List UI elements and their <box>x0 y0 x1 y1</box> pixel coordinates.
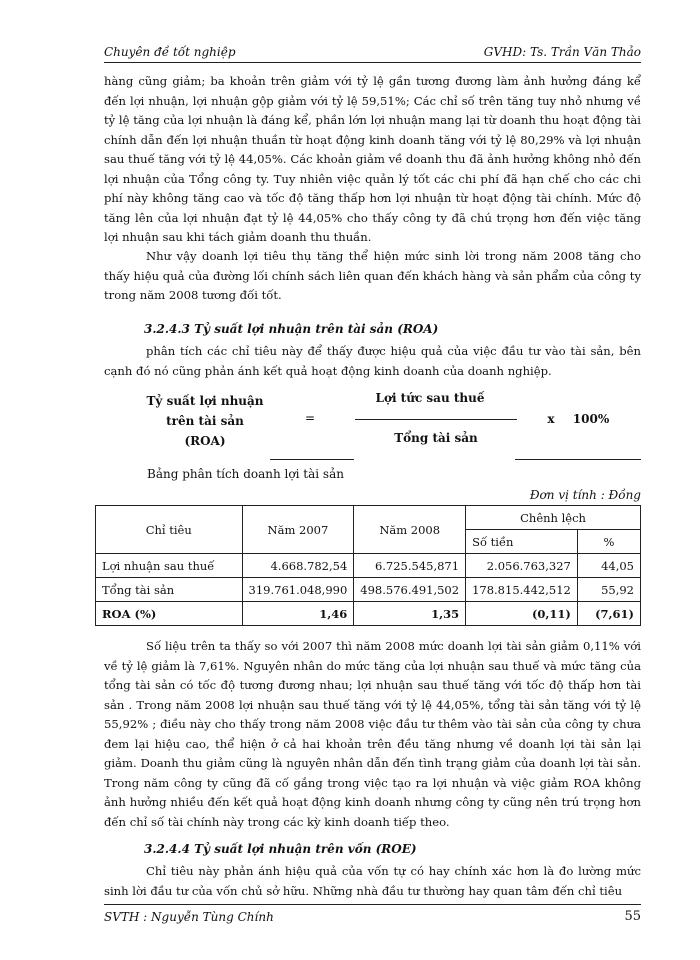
cell-2008: 1,35 <box>354 602 466 626</box>
page-footer <box>104 904 641 927</box>
header-difference: Chênh lệch <box>466 506 641 530</box>
cell-percent: 55,92 <box>577 578 640 602</box>
cell-percent: (7,61) <box>577 602 640 626</box>
roa-table <box>95 505 641 626</box>
cell-label: ROA (%) <box>96 602 243 626</box>
paragraph-sales-return: Như vậy doanh lợi tiêu thụ tăng thể hiện mức sinh lời trong năm 2008 tăng cho thấy hiệu quả của đường lối chính sách liên quan đến khách hàng và sản phẩm của công ty trong năm 2008 tương đối tốt. <box>104 249 641 302</box>
cell-amount: (0,11) <box>466 602 578 626</box>
formula-lhs-line3: (ROA) <box>184 434 226 448</box>
cell-amount: 178.815.442,512 <box>466 578 578 602</box>
page-number: 55 <box>624 909 641 924</box>
table-caption: Bảng phân tích doanh lợi tài sản <box>147 467 344 481</box>
cell-label: Lợi nhuận sau thuế <box>96 554 243 578</box>
formula-denominator: Tổng tài sản <box>394 431 478 445</box>
fraction-bar <box>355 419 517 420</box>
formula-underline-left <box>270 459 354 460</box>
table-row <box>96 602 641 626</box>
paragraph-roe-intro: Chỉ tiêu này phản ánh hiệu quả của vốn tự có hay chính xác hơn là đo lường mức sinh lời đầu tư của vốn chủ sở hữu. Những nhà đầu tư thường hay quan tâm đến chỉ tiêu <box>104 864 641 898</box>
cell-label: Tổng tài sản <box>96 578 243 602</box>
footer-student: SVTH : Nguyễn Tùng Chính <box>104 910 274 924</box>
cell-2007: 4.668.782,54 <box>242 554 354 578</box>
header-title: Chuyên đề tốt nghiệp <box>104 45 236 59</box>
formula-underline-right <box>515 459 641 460</box>
table-row <box>96 554 641 578</box>
table-header-row <box>96 506 641 530</box>
cell-percent: 44,05 <box>577 554 640 578</box>
cell-2008: 498.576.491,502 <box>354 578 466 602</box>
cell-2008: 6.725.545,871 <box>354 554 466 578</box>
formula-percent: 100% <box>572 412 610 426</box>
paragraph-profit-analysis: hàng cũng giảm; ba khoản trên giảm với tỷ lệ gần tương đương làm ảnh hưởng đáng kể đến lợi nhuận, lợi nhuận gộp giảm với tỷ lệ 59,51%; Các chỉ số trên tăng tuy nhỏ nhưng về tỷ lệ tăng của lợi nhuận là đáng kể, phần lớn lợi nhuận mang lại từ doanh thu hoạt động tài chính dẫn đến lợi nhuận thuần từ hoạt động kinh doanh tăng với tỷ lệ 80,29% và lợi nhuận sau thuế tăng với tỷ lệ 44,05%. Các khoản giảm về doanh thu đã ảnh hưởng không nhỏ đến lợi nhuận của Tổng công ty. Tuy nhiên việc quản lý tốt các chi phí đã hạn chế cho các chi phí này không tăng cao và tốc độ tăng thấp hơn lợi nhuận từ hoạt động tài chính. Mức độ tăng lên của lợi nhuận đạt tỷ lệ 44,05% cho thấy công ty đã chú trọng hơn đến việc tăng lợi nhuận sau khi tách giảm doanh thu thuần. <box>104 74 641 244</box>
cell-amount: 2.056.763,327 <box>466 554 578 578</box>
section-heading-roa: 3.2.4.3 Tỷ suất lợi nhuận trên tài sản (ROA) <box>144 322 439 336</box>
unit-note: Đơn vị tính : Đồng <box>529 488 641 502</box>
cell-2007: 319.761.048,990 <box>242 578 354 602</box>
formula-multiply: x <box>547 412 555 426</box>
header-2007: Năm 2007 <box>242 506 354 554</box>
page-header <box>104 42 641 63</box>
formula-lhs <box>130 391 280 451</box>
formula-numerator: Lợi tức sau thuế <box>375 391 485 405</box>
header-amount: Số tiền <box>466 530 578 554</box>
header-indicator: Chỉ tiêu <box>96 506 243 554</box>
cell-2007: 1,46 <box>242 602 354 626</box>
header-percent: % <box>577 530 640 554</box>
section-heading-roe: 3.2.4.4 Tỷ suất lợi nhuận trên vốn (ROE) <box>144 842 417 856</box>
formula-lhs-line2: trên tài sản <box>166 414 244 428</box>
paragraph-roa-analysis: Số liệu trên ta thấy so với 2007 thì năm 2008 mức doanh lợi tài sản giảm 0,11% với về tỷ lệ giảm là 7,61%. Nguyên nhân do mức tăng của lợi nhuận sau thuế và mức tăng của tổng tài sản có tốc độ tương đương nhau; lợi nhuận sau thuế tăng với tốc độ thấp hơn tài sản . Trong năm 2008 lợi nhuận sau thuế tăng với tỷ lệ 44,05%, tổng tài sản tăng với tỷ lệ 55,92% ; điều này cho thấy trong năm 2008 việc đầu tư thêm vào tài sản của công ty chưa đem lại hiệu cao, thể hiện ở cả hai khoản trên đều tăng nhưng về doanh lợi tài sản lại giảm. Doanh thu giảm cũng là nguyên nhân dẫn đến tình trạng giảm của doanh lợi tài sản. Trong năm công ty cũng đã cố gắng trong việc tạo ra lợi nhuận và việc giảm ROA không ảnh hưởng nhiều đến kết quả hoạt động kinh doanh nhưng công ty cũng nên trú trọng hơn đến chỉ số tài chính này trong các kỳ kinh doanh tiếp theo. <box>104 639 641 829</box>
table-row <box>96 578 641 602</box>
formula-equals: = <box>304 411 316 425</box>
header-supervisor: GVHD: Ts. Trần Văn Thảo <box>483 45 641 59</box>
header-2008: Năm 2008 <box>354 506 466 554</box>
paragraph-roa-intro: phân tích các chỉ tiêu này để thấy được hiệu quả của việc đầu tư vào tài sản, bên cạnh đó nó cũng phản ánh kết quả hoạt động kinh doanh của doanh nghiệp. <box>104 344 641 378</box>
formula-lhs-line1: Tỷ suất lợi nhuận <box>146 394 264 408</box>
